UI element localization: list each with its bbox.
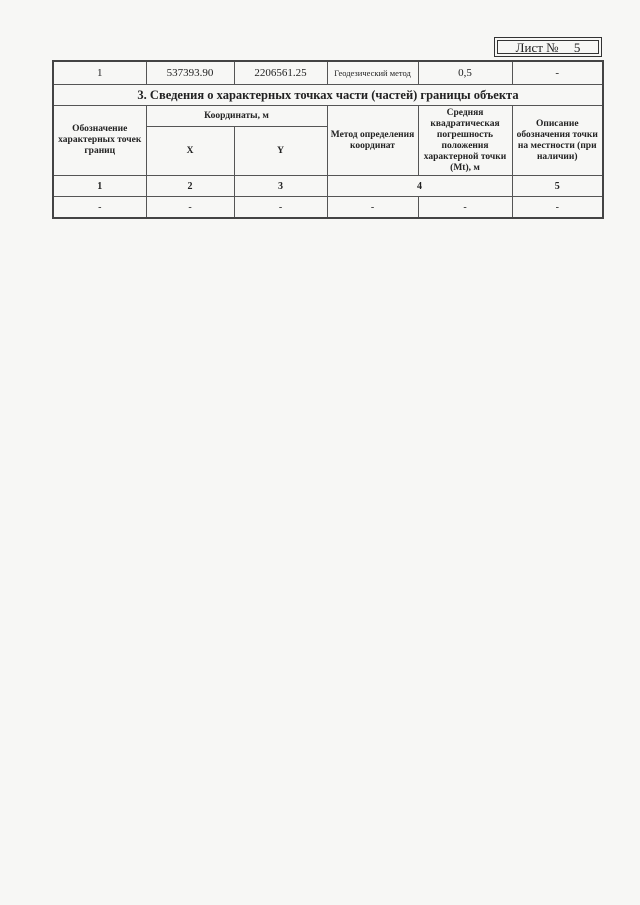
col-number-1: 1 [53, 176, 146, 197]
col-number-3: 3 [234, 176, 327, 197]
cell-error: - [418, 197, 512, 219]
table-row [53, 197, 603, 219]
cell-method: - [327, 197, 418, 219]
sheet-label: Лист № [515, 40, 559, 55]
col-number-2: 2 [146, 176, 234, 197]
section-title-row [53, 85, 603, 106]
col-number-5: 5 [512, 176, 603, 197]
header-row [53, 106, 603, 127]
sheet-number-box [494, 37, 602, 57]
header-method: Метод определения координат [327, 106, 418, 176]
header-designation: Обозначение характерных точек границ [53, 106, 146, 176]
header-y: Y [234, 127, 327, 176]
cell-x: 537393.90 [146, 61, 234, 85]
cell-y: - [234, 197, 327, 219]
cell-error: 0,5 [418, 61, 512, 85]
col-number-4: 4 [327, 176, 512, 197]
table-row [53, 61, 603, 85]
cell-point-number: - [53, 197, 146, 219]
cell-description: - [512, 61, 603, 85]
cell-method: Геодезический метод [327, 61, 418, 85]
cell-description: - [512, 197, 603, 219]
cell-point-number: 1 [53, 61, 146, 85]
header-description: Описание обозначения точки на местности (при наличии) [512, 106, 603, 176]
cell-x: - [146, 197, 234, 219]
numbering-row [53, 176, 603, 197]
section-title: 3. Сведения о характерных точках части (частей) границы объекта [53, 85, 603, 106]
points-table [52, 60, 604, 219]
sheet-number: 5 [573, 40, 581, 55]
cell-y: 2206561.25 [234, 61, 327, 85]
header-error: Средняя квадратическая погрешность положения характерной точки (Mt), м [418, 106, 512, 176]
header-coords: Координаты, м [146, 106, 327, 127]
header-x: X [146, 127, 234, 176]
